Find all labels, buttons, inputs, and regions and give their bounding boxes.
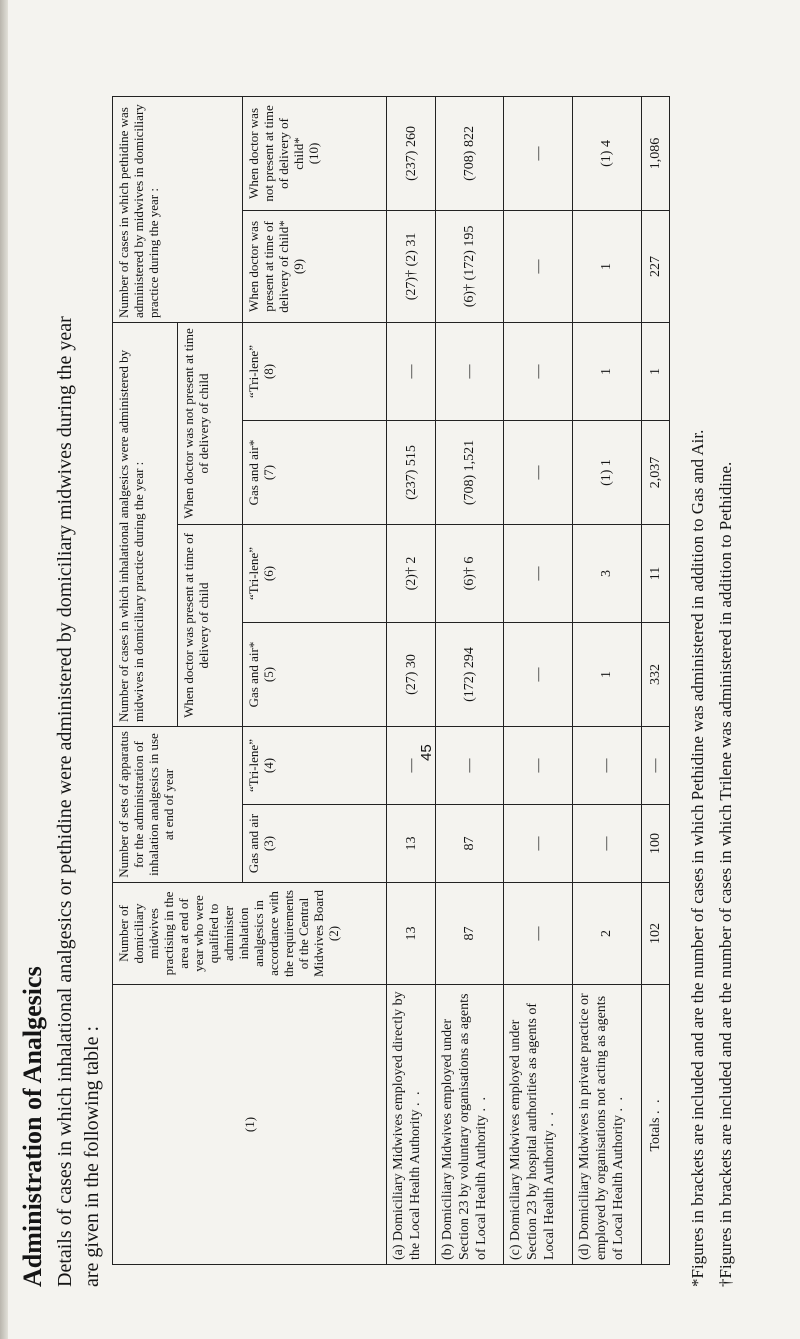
cell-b-c2: 87 bbox=[435, 883, 504, 985]
cell-b-c8: — bbox=[435, 322, 504, 420]
cell-total-c7: 2,037 bbox=[641, 421, 669, 525]
header-inhalational-group: Number of cases in which inhalational analgesics were administered by midwives in domiciliary practice during the year : bbox=[113, 322, 178, 726]
cell-c-c2: — bbox=[504, 883, 573, 985]
cell-a-c9: (27)† (2) 31 bbox=[387, 210, 435, 322]
cell-c-c8: — bbox=[504, 322, 573, 420]
row-label-d-dots: . . bbox=[610, 1094, 626, 1112]
totals-label bbox=[641, 985, 669, 1265]
totals-label-dots: . . bbox=[647, 1097, 663, 1114]
cell-c-c7: — bbox=[504, 421, 573, 525]
header-notpresent-gas-air: Gas and air* (7) bbox=[243, 421, 387, 525]
header-pethidine-not-present-label: When doctor was not present at time of delivery of child bbox=[246, 105, 307, 202]
cell-d-c7: (1) 1 bbox=[572, 421, 641, 525]
cell-total-c2: 102 bbox=[641, 883, 669, 985]
cell-d-c5: 1 bbox=[572, 623, 641, 727]
header-notpresent-trilene bbox=[243, 322, 387, 420]
header-pethidine-group: Number of cases in which pethidine was administered by midwives in domiciliary practice during the year : bbox=[113, 96, 243, 322]
header-col10-num: (10) bbox=[306, 142, 322, 165]
cell-a-c5: (27) 30 bbox=[387, 623, 435, 727]
header-pethidine-present: When doctor was present at time of delivery of child* (9) bbox=[243, 210, 387, 322]
cell-a-c7: (237) 515 bbox=[387, 421, 435, 525]
cell-d-c9: 1 bbox=[572, 210, 641, 322]
header-col3-num: (3) bbox=[261, 835, 277, 852]
cell-b-c4: — bbox=[435, 727, 504, 805]
header-col8-num: (8) bbox=[261, 363, 277, 380]
cell-total-c3: 100 bbox=[641, 805, 669, 883]
cell-b-c10: (708) 822 bbox=[435, 96, 504, 210]
header-sets-trilene-label: “Tri-lene” bbox=[246, 739, 262, 792]
cell-a-c6: (2)† 2 bbox=[387, 525, 435, 623]
row-label-c-dots: . . bbox=[542, 1110, 558, 1127]
row-label-a-text: (a) Domiciliary Midwives employed directly by the Local Health Authority bbox=[391, 991, 424, 1260]
row-label-d-text: (d) Domiciliary Midwives in private practice or employed by organisations not acting as agents of Local Health Authority bbox=[576, 993, 626, 1260]
header-notpresent-trilene-label: “Tri-lene” bbox=[246, 345, 262, 398]
row-label-d bbox=[572, 985, 641, 1265]
row-label-c bbox=[504, 985, 573, 1265]
header-col2-num: (2) bbox=[326, 925, 341, 942]
totals-label-text: Totals bbox=[647, 1117, 663, 1152]
cell-c-c10: — bbox=[504, 96, 573, 210]
cell-a-c2: 13 bbox=[387, 883, 435, 985]
header-present-trilene bbox=[243, 525, 387, 623]
row-label-c-text: (c) Domiciliary Midwives employed under Section 23 by hospital authorities as agents of Local Health Authority bbox=[508, 1002, 558, 1260]
cell-a-c10: (237) 260 bbox=[387, 96, 435, 210]
header-pethidine-present-label: When doctor was present at time of delivery of child bbox=[246, 220, 292, 313]
table-row bbox=[435, 96, 504, 1264]
cell-total-c6: 11 bbox=[641, 525, 669, 623]
header-notpresent-gas-air-label: Gas and air bbox=[246, 446, 262, 506]
table-row bbox=[504, 96, 573, 1264]
table-row bbox=[387, 96, 435, 1264]
cell-b-c9: (6)† (172) 195 bbox=[435, 210, 504, 322]
cell-total-c5: 332 bbox=[641, 623, 669, 727]
cell-b-c6: (6)† 6 bbox=[435, 525, 504, 623]
cell-b-c5: (172) 294 bbox=[435, 623, 504, 727]
header-doctor-not-present: When doctor was not present at time of delivery of child bbox=[178, 322, 243, 524]
header-col7-num: (7) bbox=[261, 464, 277, 481]
header-present-gas-air: Gas and air* (5) bbox=[243, 623, 387, 727]
cell-d-c10: (1) 4 bbox=[572, 96, 641, 210]
header-qualified-midwives-text: Number of domiciliary midwives practising in the area at end of year who were qualified to administer inhalation analgesics in accordance with the requirements of the Central Midwives Board bbox=[116, 889, 326, 978]
page-number: 45 bbox=[418, 744, 435, 761]
footnote-trilene: †Figures in brackets are included and are the number of cases in which Trilene was administered in addition to Pethidine. bbox=[716, 461, 735, 1287]
cell-total-c8: 1 bbox=[641, 322, 669, 420]
cell-c-c3: — bbox=[504, 805, 573, 883]
cell-a-c3: 13 bbox=[387, 805, 435, 883]
row-label-b bbox=[435, 985, 504, 1265]
cell-b-c3: 87 bbox=[435, 805, 504, 883]
table-row bbox=[572, 96, 641, 1264]
cell-d-c2: 2 bbox=[572, 883, 641, 985]
row-label-b-dots: . . bbox=[473, 1094, 489, 1112]
header-apparatus-sets: Number of sets of apparatus for the administration of inhalation analgesics in use at end of year bbox=[113, 727, 243, 883]
cell-c-c6: — bbox=[504, 525, 573, 623]
header-sets-gas-air-label: Gas and air bbox=[246, 813, 262, 874]
cell-d-c4: — bbox=[572, 727, 641, 805]
header-pethidine-not-present: When doctor was not present at time of delivery of child* (10) bbox=[243, 96, 387, 210]
cell-total-c9: 227 bbox=[641, 210, 669, 322]
cell-d-c8: 1 bbox=[572, 322, 641, 420]
header-sets-gas-air bbox=[243, 805, 387, 883]
page-title: Administration of Analgesics bbox=[18, 966, 47, 1287]
header-doctor-present: When doctor was present at time of delivery of child bbox=[178, 525, 243, 727]
cell-c-c4: — bbox=[504, 727, 573, 805]
cell-a-c4: — bbox=[387, 727, 435, 805]
header-col5-num: (5) bbox=[261, 666, 277, 683]
cell-d-c3: — bbox=[572, 805, 641, 883]
header-col1-num: (1) bbox=[113, 985, 387, 1265]
totals-row bbox=[641, 96, 669, 1264]
cell-d-c6: 3 bbox=[572, 525, 641, 623]
header-col4-num: (4) bbox=[261, 757, 277, 774]
cell-total-c4: — bbox=[641, 727, 669, 805]
intro-paragraph: Details of cases in which inhalational analgesics or pethidine were administered by domiciliary midwives during the year are given in the following table : bbox=[54, 316, 103, 1287]
header-present-gas-air-label: Gas and air bbox=[246, 648, 262, 708]
cell-b-c7: (708) 1,521 bbox=[435, 421, 504, 525]
analgesics-table bbox=[112, 96, 670, 1265]
header-present-trilene-label: “Tri-lene” bbox=[246, 547, 262, 600]
header-sets-trilene bbox=[243, 727, 387, 805]
cell-c-c5: — bbox=[504, 623, 573, 727]
cell-c-c9: — bbox=[504, 210, 573, 322]
header-col6-num: (6) bbox=[261, 565, 277, 582]
row-label-a-dots: . . bbox=[408, 1089, 424, 1107]
footnote-pethidine: *Figures in brackets are included and are the number of cases in which Pethidine was administered in addition to Gas and Air. bbox=[688, 429, 707, 1287]
header-col9-num: (9) bbox=[291, 258, 307, 275]
header-qualified-midwives bbox=[113, 883, 387, 985]
cell-a-c8: — bbox=[387, 322, 435, 420]
row-label-b-text: (b) Domiciliary Midwives employed under Section 23 by voluntary organisations as agents of Local Health Authority bbox=[439, 993, 489, 1260]
cell-total-c10: 1,086 bbox=[641, 96, 669, 210]
row-label-a bbox=[387, 985, 435, 1265]
